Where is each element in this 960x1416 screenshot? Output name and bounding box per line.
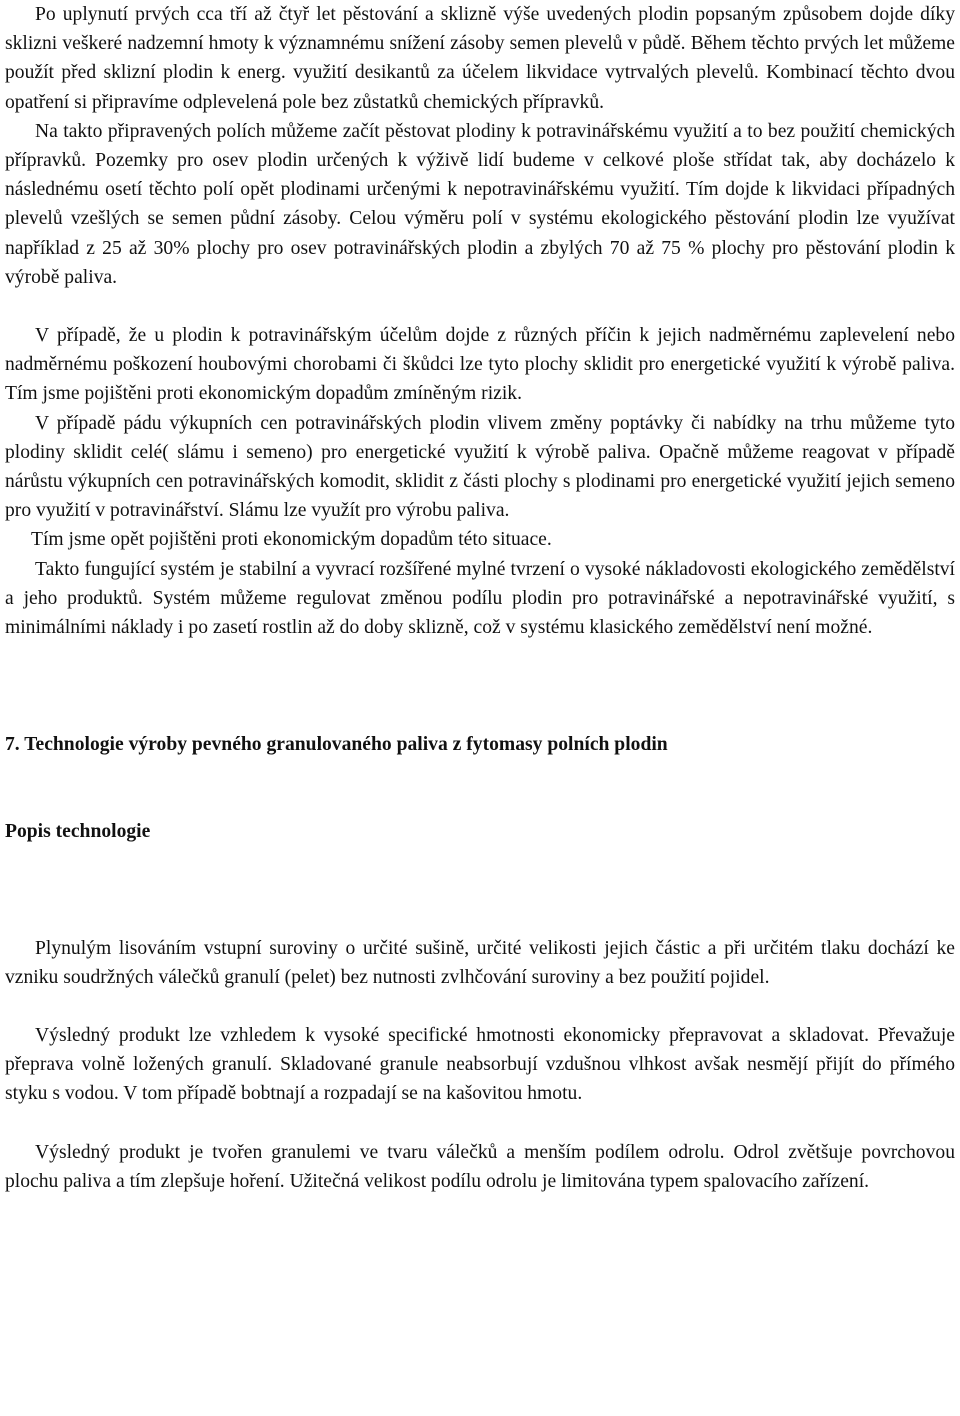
paragraph-product: Výsledný produkt je tvořen granulemi ve tvaru válečků a menším podílem odrolu. Odrol zvětšuje povrchovou plochu paliva a tím zlepšuje hoření. Užitečná velikost podílu odrolu je limitována typem spalovacího zařízení. — [5, 1141, 955, 1192]
section-number: 7. — [5, 734, 20, 756]
paragraph-price-fall: V případě pádu výkupních cen potravinářských plodin vlivem změny poptávky či nabídky na trhu můžeme tyto plodiny sklidit celé( slámu i semeno) pro energetické využití k výrobě paliva. Opačně můžeme reagovat v případě nárůstu výkupních cen potravinářských komodit, sklidit z části plochy s plodinami pro energetické využití jejich semeno pro využití v potravinářství. Slámu lze využít pro výrobu paliva. — [5, 412, 955, 522]
paragraph-food-crops: Na takto připravených polích můžeme začít pěstovat plodiny k potravinářskému využití a to bez použití chemických přípravků. Pozemky pro osev plodin určených k výživě lidí budeme v celkové ploše střídat tak, aby docházelo k následnému osetí těchto polí opět plodinami určenými k nepotravinářskému využití. Tím dojde k likvidaci případných plevelů vzešlých se semen půdní zásoby. Celou výměru polí v systému ekologického pěstování plodin lze využívat například z 25 až 30% plochy pro osev potravinářských plodin a zbylých 70 až 75 % plochy pro pěstování plodin k výrobě paliva. — [5, 120, 955, 288]
subsection-heading: Popis technologie — [5, 821, 151, 843]
paragraph-pressing: Plynulým lisováním vstupní suroviny o určité sušině, určité velikosti jejich částic a při určitém tlaku dochází ke vzniku soudržných válečků granulí (pelet) bez nutnosti zvlhčování suroviny a bez použití pojidel. — [5, 937, 955, 988]
spacer — [5, 759, 955, 817]
section-title: Technologie výroby pevného granulovaného paliva z fytomasy polních plodin — [24, 734, 668, 756]
spacer — [5, 642, 955, 730]
paragraph-transport: Výsledný produkt lze vzhledem k vysoké specifické hmotnosti ekonomicky přepravovat a skladovat. Převažuje přeprava volně ložených granulí. Skladované granule neabsorbují vzdušnou vlhkost avšak nesmějí přijít do přímého styku s vodou. V tom případě bobtnají a rozpadají se na kašovitou hmotu. — [5, 1025, 955, 1105]
paragraph-insurance: Tím jsme opět pojištěni proti ekonomickým dopadům této situace. — [31, 529, 552, 551]
paragraph-weed-reduction: Po uplynutí prvých cca tří až čtyř let pěstování a sklizně výše uvedených plodin popsaným způsobem dojde díky sklizni veškeré nadzemní hmoty k významnému snížení zásoby semen plevelů v půdě. Během těchto prvých let můžeme použít před sklizní plodin k energ. využití desikantů za účelem likvidace vytrvalých plevelů. Kombinací těchto dvou opatření si připravíme odplevelená pole bez zůstatků chemických přípravků. — [5, 4, 955, 113]
paragraph-crop-damage: V případě, že u plodin k potravinářským účelům dojde z různých příčin k jejich nadměrnému zaplevelení nebo nadměrnému poškození houbovými chorobami či škůdci lze tyto plochy sklidit pro energetické využití k výrobě paliva. Tím jsme pojištěni proti ekonomickým dopadům zmíněným rizik. — [5, 325, 955, 405]
paragraph-system-stability: Takto fungující systém je stabilní a vyvrací rozšířené mylné tvrzení o vysoké nákladovosti ekologického zemědělství a jeho produktů. Systém můžeme regulovat změnou podílu plodin pro potravinářské a nepotravinářské využití, s minimálními náklady i po zasetí rostlin až do doby sklizně, což v systému klasického zemědělství není možné. — [5, 558, 955, 639]
spacer — [5, 1109, 955, 1138]
spacer — [5, 847, 955, 934]
spacer — [5, 292, 955, 321]
spacer — [5, 992, 955, 1021]
section-heading — [5, 730, 955, 759]
document-page — [5, 0, 955, 1196]
